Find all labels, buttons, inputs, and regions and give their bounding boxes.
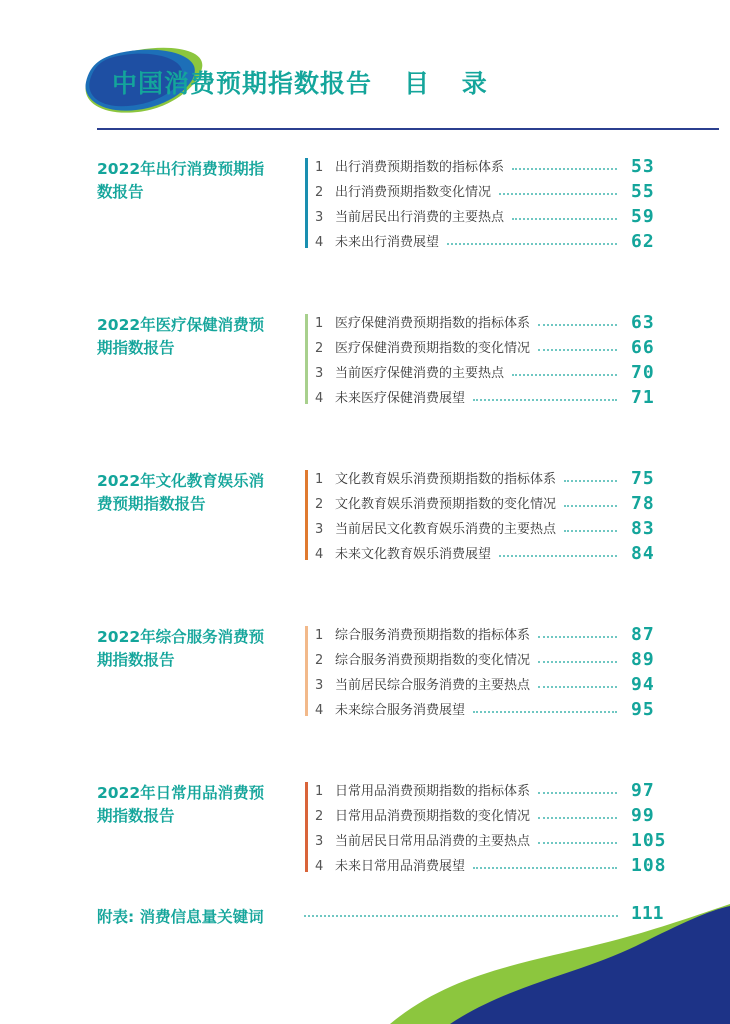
- entry-number: 3: [315, 834, 324, 849]
- toc-entry[interactable]: [315, 626, 675, 651]
- entry-page-number: 99: [631, 805, 655, 826]
- section-title[interactable]: 2022年综合服务消费预期指数报告: [97, 628, 265, 669]
- toc-entry[interactable]: [315, 389, 675, 414]
- entry-page-number: 84: [631, 543, 655, 564]
- entry-number: 1: [315, 160, 324, 175]
- toc-entry[interactable]: [315, 233, 675, 258]
- entry-page-number: 55: [631, 181, 655, 202]
- entry-number: 4: [315, 547, 324, 562]
- toc-entry[interactable]: [315, 314, 675, 339]
- entry-number: 4: [315, 703, 324, 718]
- leader-dots: [447, 243, 617, 245]
- appendix-page-number[interactable]: 111: [631, 903, 664, 924]
- report-title: 中国消费预期指数报告: [112, 69, 373, 98]
- toc-heading: 目 录: [404, 69, 499, 98]
- toc-entry[interactable]: [315, 832, 675, 857]
- toc-entry[interactable]: [315, 651, 675, 676]
- entry-number: 2: [315, 185, 324, 200]
- entry-number: 3: [315, 366, 324, 381]
- leader-dots: [538, 817, 617, 819]
- entry-title: 文化教育娱乐消费预期指数的指标体系: [335, 472, 557, 487]
- leader-dots: [538, 792, 617, 794]
- entry-title: 未来综合服务消费展望: [335, 703, 466, 718]
- corner-wave-decoration: [370, 904, 730, 1024]
- leader-dots: [499, 193, 617, 195]
- toc-entry[interactable]: [315, 545, 675, 570]
- section-accent-bar: [305, 470, 308, 560]
- entry-title: 当前居民文化教育娱乐消费的主要热点: [335, 522, 557, 537]
- entry-number: 2: [315, 809, 324, 824]
- entry-page-number: 105: [631, 830, 667, 851]
- leader-dots: [512, 374, 617, 376]
- entry-number: 1: [315, 628, 324, 643]
- leader-dots: [538, 661, 617, 663]
- entry-page-number: 83: [631, 518, 655, 539]
- toc-entry[interactable]: [315, 857, 675, 882]
- entry-title: 未来日常用品消费展望: [335, 859, 466, 874]
- entry-page-number: 94: [631, 674, 655, 695]
- entry-title: 日常用品消费预期指数的指标体系: [335, 784, 531, 799]
- entry-title: 当前居民出行消费的主要热点: [335, 210, 505, 225]
- toc-entry[interactable]: [315, 470, 675, 495]
- entry-page-number: 66: [631, 337, 655, 358]
- entry-page-number: 71: [631, 387, 655, 408]
- entry-title: 未来医疗保健消费展望: [335, 391, 466, 406]
- entry-page-number: 75: [631, 468, 655, 489]
- entry-page-number: 89: [631, 649, 655, 670]
- leader-dots: [473, 399, 617, 401]
- entry-title: 综合服务消费预期指数的指标体系: [335, 628, 531, 643]
- toc-entry[interactable]: [315, 364, 675, 389]
- section-title[interactable]: 2022年出行消费预期指数报告: [97, 160, 265, 201]
- entry-page-number: 63: [631, 312, 655, 333]
- section-title[interactable]: 2022年文化教育娱乐消费预期指数报告: [97, 472, 265, 513]
- entry-title: 当前居民日常用品消费的主要热点: [335, 834, 531, 849]
- entry-page-number: 95: [631, 699, 655, 720]
- leader-dots: [538, 636, 617, 638]
- toc-entry[interactable]: [315, 807, 675, 832]
- entry-number: 3: [315, 522, 324, 537]
- entry-title: 未来出行消费展望: [335, 235, 440, 250]
- leader-dots: [473, 867, 617, 869]
- entry-title: 当前医疗保健消费的主要热点: [335, 366, 505, 381]
- entry-title: 未来文化教育娱乐消费展望: [335, 547, 492, 562]
- entry-number: 2: [315, 341, 324, 356]
- header-divider: [97, 128, 719, 130]
- entry-title: 医疗保健消费预期指数的指标体系: [335, 316, 531, 331]
- entry-number: 4: [315, 235, 324, 250]
- toc-entry[interactable]: [315, 158, 675, 183]
- section-accent-bar: [305, 782, 308, 872]
- entry-title: 综合服务消费预期指数的变化情况: [335, 653, 531, 668]
- section-accent-bar: [305, 626, 308, 716]
- leader-dots: [512, 218, 617, 220]
- entry-page-number: 87: [631, 624, 655, 645]
- toc-entry[interactable]: [315, 339, 675, 364]
- toc-entry[interactable]: [315, 676, 675, 701]
- leader-dots: [512, 168, 617, 170]
- toc-entry[interactable]: [315, 701, 675, 726]
- toc-entry[interactable]: [315, 782, 675, 807]
- leader-dots: [538, 842, 617, 844]
- toc-entry[interactable]: [315, 495, 675, 520]
- entry-number: 2: [315, 497, 324, 512]
- entry-number: 3: [315, 678, 324, 693]
- entry-title: 出行消费预期指数变化情况: [335, 185, 492, 200]
- entry-page-number: 53: [631, 156, 655, 177]
- entry-page-number: 62: [631, 231, 655, 252]
- leader-dots: [564, 530, 617, 532]
- entry-number: 4: [315, 859, 324, 874]
- entry-number: 2: [315, 653, 324, 668]
- entry-title: 医疗保健消费预期指数的变化情况: [335, 341, 531, 356]
- toc-entry[interactable]: [315, 520, 675, 545]
- entry-title: 文化教育娱乐消费预期指数的变化情况: [335, 497, 557, 512]
- entry-number: 1: [315, 784, 324, 799]
- leader-dots: [473, 711, 617, 713]
- entry-page-number: 97: [631, 780, 655, 801]
- leader-dots: [538, 349, 617, 351]
- entry-title: 当前居民综合服务消费的主要热点: [335, 678, 531, 693]
- entry-page-number: 78: [631, 493, 655, 514]
- entry-number: 1: [315, 472, 324, 487]
- entry-title: 出行消费预期指数的指标体系: [335, 160, 505, 175]
- entry-page-number: 59: [631, 206, 655, 227]
- section-accent-bar: [305, 158, 308, 248]
- leader-dots: [499, 555, 617, 557]
- leader-dots: [564, 505, 617, 507]
- entry-number: 4: [315, 391, 324, 406]
- appendix-title[interactable]: 附表: 消费信息量关键词: [97, 908, 264, 926]
- leader-dots: [538, 686, 617, 688]
- leader-dots: [564, 480, 617, 482]
- toc-entry[interactable]: [315, 208, 675, 233]
- toc-entry[interactable]: [315, 183, 675, 208]
- section-title[interactable]: 2022年医疗保健消费预期指数报告: [97, 316, 265, 357]
- entry-number: 3: [315, 210, 324, 225]
- entry-title: 日常用品消费预期指数的变化情况: [335, 809, 531, 824]
- entry-page-number: 108: [631, 855, 667, 876]
- section-accent-bar: [305, 314, 308, 404]
- section-title[interactable]: 2022年日常用品消费预期指数报告: [97, 784, 265, 825]
- entry-number: 1: [315, 316, 324, 331]
- entry-page-number: 70: [631, 362, 655, 383]
- leader-dots: [538, 324, 617, 326]
